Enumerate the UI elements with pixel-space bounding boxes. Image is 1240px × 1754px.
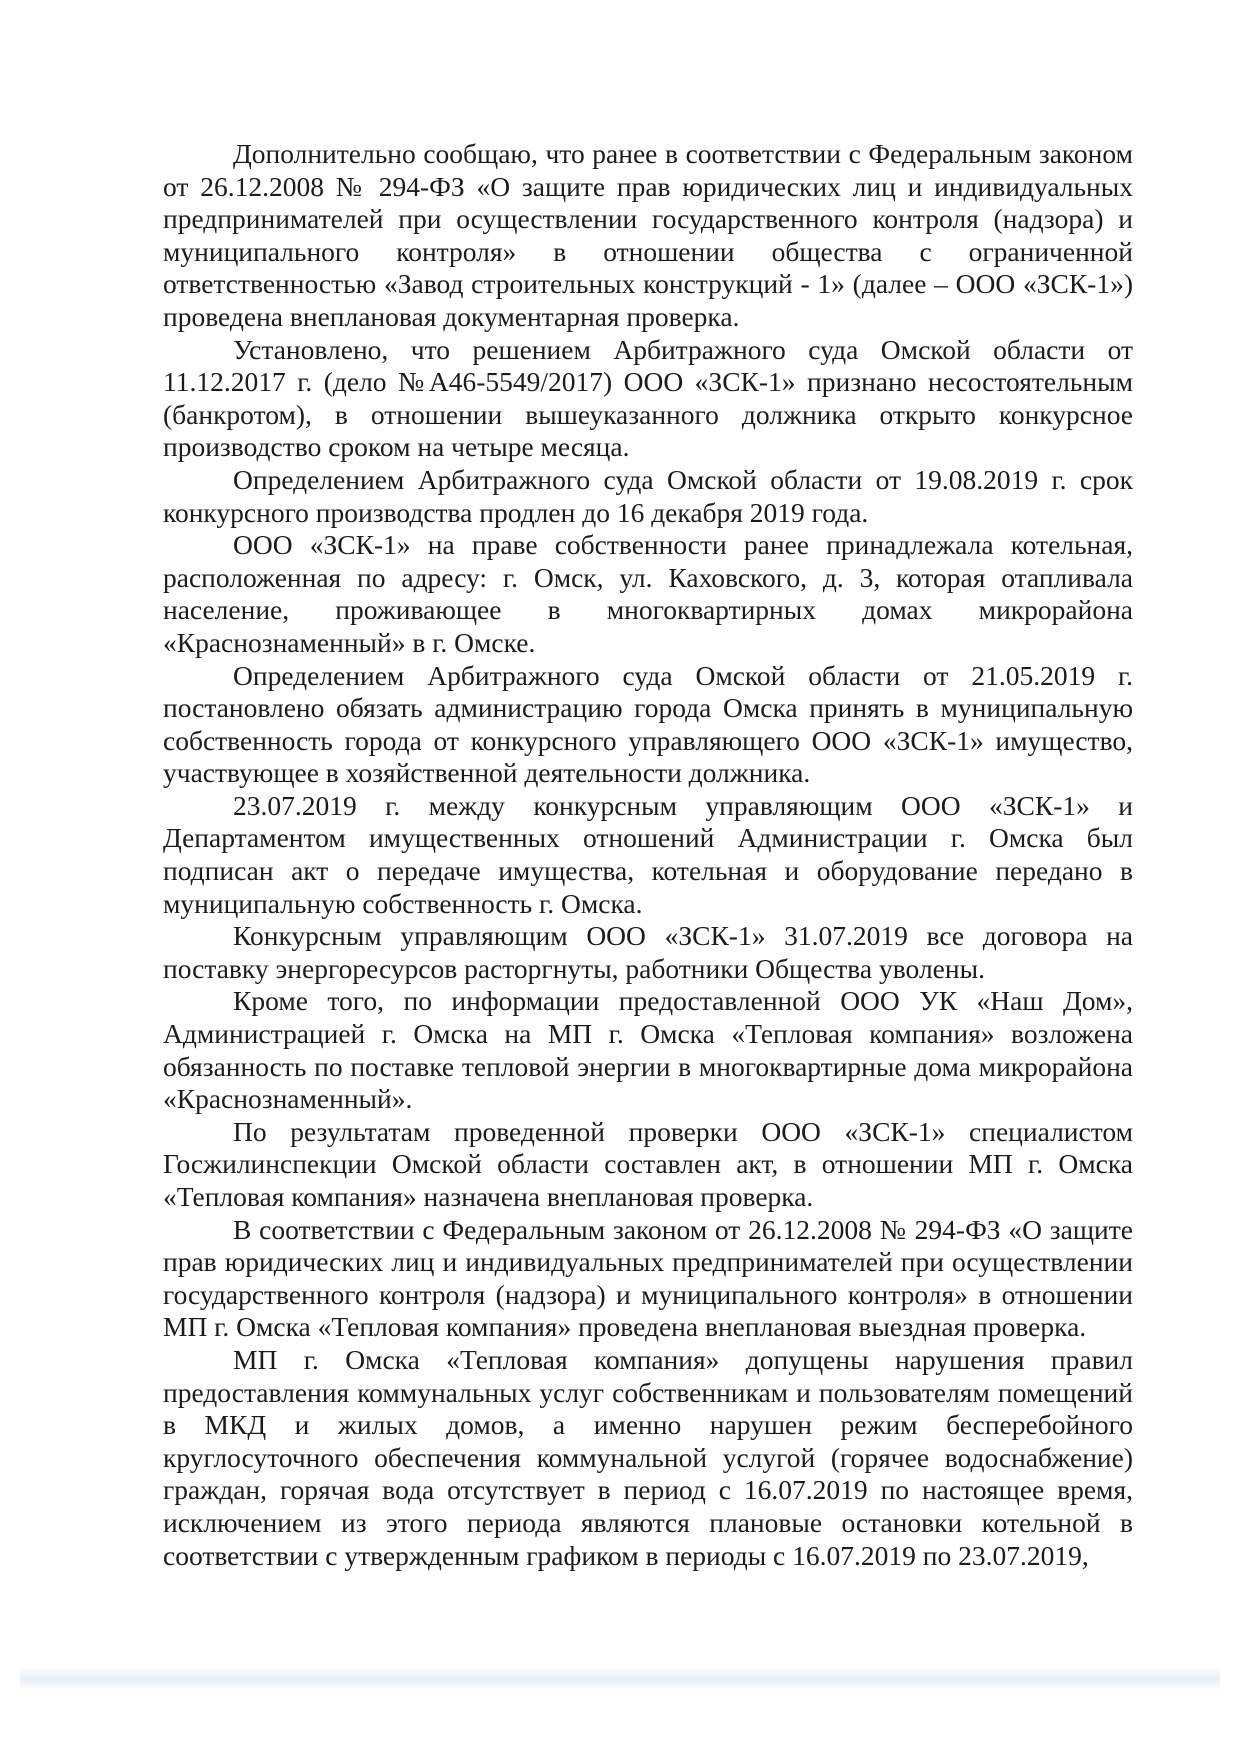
scan-edge-shadow [20,1668,1220,1690]
paragraph: Кроме того, по информации предоставленной ООО УК «Наш Дом», Администрацией г. Омска на МП г. Омска «Тепловая компания» возложена обязанность по поставке тепловой энергии в многоквартирные дома микрорайона «Краснознаменный». [163,985,1133,1115]
paragraph: Установлено, что решением Арбитражного суда Омской области от 11.12.2017 г. (дело №А46-5549/2017) ООО «ЗСК-1» признано несостоятельным (банкротом), в отношении вышеуказанного должника открыто конкурсное производство сроком на четыре месяца. [163,333,1133,463]
paragraph: По результатам проведенной проверки ООО «ЗСК-1» специалистом Госжилинспекции Омской области составлен акт, в отношении МП г. Омска «Тепловая компания» назначена внеплановая проверка. [163,1115,1133,1212]
paragraph: В соответствии с Федеральным законом от 26.12.2008 № 294-ФЗ «О защите прав юридических лиц и индивидуальных предпринимателей при осуществлении государственного контроля (надзора) и муниципального контроля» в отношении МП г. Омска «Тепловая компания» проведена внеплановая выездная проверка. [163,1213,1133,1343]
paragraph: Определением Арбитражного суда Омской области от 21.05.2019 г. постановлено обязать администрацию города Омска принять в муниципальную собственность города от конкурсного управляющего ООО «ЗСК-1» имущество, участвующее в хозяйственной деятельности должника. [163,659,1133,789]
paragraph: Дополнительно сообщаю, что ранее в соответствии с Федеральным законом от 26.12.2008 № 294-ФЗ «О защите прав юридических лиц и индивидуальных предпринимателей при осуществлении государственного контроля (надзора) и муниципального контроля» в отношении общества с ограниченной ответственностью «Завод строительных конструкций - 1» (далее – ООО «ЗСК-1») проведена внеплановая документарная проверка. [163,138,1133,332]
paragraph: МП г. Омска «Тепловая компания» допущены нарушения правил предоставления коммунальных услуг собственникам и пользователям помещений в МКД и жилых домов, а именно нарушен режим бесперебойного круглосуточного обеспечения коммунальной услугой (горячее водоснабжение) граждан, горячая вода отсутствует в период с 16.07.2019 по настоящее время, исключением из этого периода являются плановые остановки котельной в соответствии с утвержденным графиком в периоды с 16.07.2019 по 23.07.2019, [163,1343,1133,1571]
paragraph: 23.07.2019 г. между конкурсным управляющим ООО «ЗСК-1» и Департаментом имущественных отношений Администрации г. Омска был подписан акт о передаче имущества, котельная и оборудование передано в муниципальную собственность г. Омска. [163,789,1133,919]
document-body [163,138,1133,1572]
paragraph: ООО «ЗСК-1» на праве собственности ранее принадлежала котельная, расположенная по адресу: г. Омск, ул. Каховского, д. 3, которая отапливала население, проживающее в многоквартирных домах микрорайона «Краснознаменный» в г. Омске. [163,529,1133,658]
paragraph: Конкурсным управляющим ООО «ЗСК-1» 31.07.2019 все договора на поставку энергоресурсов расторгнуты, работники Общества уволены. [163,920,1133,984]
paragraph: Определением Арбитражного суда Омской области от 19.08.2019 г. срок конкурсного производства продлен до 16 декабря 2019 года. [163,463,1133,528]
